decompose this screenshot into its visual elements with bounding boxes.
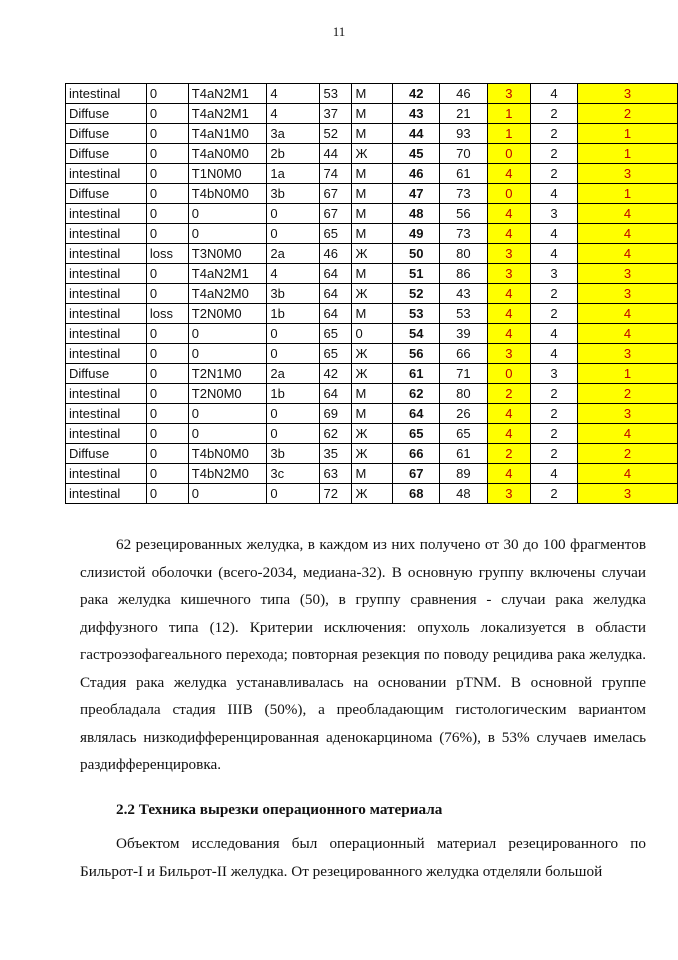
table-cell: loss [146, 244, 188, 264]
table-row [66, 484, 678, 504]
table-cell: 4 [530, 84, 577, 104]
patient-data-table [65, 83, 678, 504]
table-cell: T4bN2M0 [188, 464, 267, 484]
table-cell: 2 [530, 164, 577, 184]
table-cell: 89 [440, 464, 488, 484]
table-cell: T2N0M0 [188, 304, 267, 324]
table-cell: 2 [577, 104, 677, 124]
table-cell: 2 [577, 444, 677, 464]
table-cell: 67 [320, 184, 352, 204]
table-row [66, 324, 678, 344]
table-cell: 0 [146, 364, 188, 384]
table-cell: 0 [352, 324, 393, 344]
table-cell: 0 [188, 484, 267, 504]
table-row [66, 164, 678, 184]
table-cell: 3b [267, 284, 320, 304]
table-cell: T4aN2M1 [188, 264, 267, 284]
table-cell: 1a [267, 164, 320, 184]
table-cell: 2 [530, 404, 577, 424]
table-cell: 62 [393, 384, 440, 404]
table-cell: 1 [577, 124, 677, 144]
table-cell: Diffuse [66, 444, 147, 464]
table-cell: 0 [146, 184, 188, 204]
table-cell: 0 [188, 404, 267, 424]
table-cell: 93 [440, 124, 488, 144]
table-cell: 65 [320, 344, 352, 364]
table-row [66, 204, 678, 224]
table-row [66, 224, 678, 244]
table-cell: 63 [320, 464, 352, 484]
table-cell: 0 [267, 424, 320, 444]
table-cell: 80 [440, 244, 488, 264]
table-cell: 4 [487, 204, 530, 224]
table-cell: 0 [267, 484, 320, 504]
table-cell: 54 [393, 324, 440, 344]
table-cell: 61 [440, 164, 488, 184]
table-cell: intestinal [66, 404, 147, 424]
table-cell: intestinal [66, 424, 147, 444]
table-cell: 4 [577, 324, 677, 344]
table-cell: 0 [146, 404, 188, 424]
table-cell: 0 [146, 384, 188, 404]
table-cell: 1 [577, 364, 677, 384]
table-cell: Diffuse [66, 184, 147, 204]
table-cell: 65 [393, 424, 440, 444]
table-cell: 2a [267, 364, 320, 384]
table-cell: 61 [440, 444, 488, 464]
table-cell: 4 [530, 324, 577, 344]
table-cell: 80 [440, 384, 488, 404]
table-cell: intestinal [66, 384, 147, 404]
table-cell: 1b [267, 384, 320, 404]
paragraph-1 [80, 531, 646, 779]
table-cell: intestinal [66, 324, 147, 344]
table-cell: 4 [487, 464, 530, 484]
table-cell: 52 [320, 124, 352, 144]
table-cell: 47 [393, 184, 440, 204]
table-cell: 0 [487, 364, 530, 384]
table-cell: intestinal [66, 244, 147, 264]
table-cell: T3N0M0 [188, 244, 267, 264]
table-cell: 3b [267, 444, 320, 464]
table-cell: 53 [393, 304, 440, 324]
table-cell: 1 [577, 184, 677, 204]
table-cell: 3b [267, 184, 320, 204]
table-cell: Ж [352, 344, 393, 364]
table-cell: 2 [530, 104, 577, 124]
table-cell: М [352, 384, 393, 404]
table-cell: М [352, 404, 393, 424]
table-row [66, 244, 678, 264]
table-cell: 3 [530, 264, 577, 284]
table-cell: 46 [440, 84, 488, 104]
table-cell: 3 [577, 264, 677, 284]
table-cell: 43 [393, 104, 440, 124]
table-cell: 3 [487, 84, 530, 104]
table-cell: 3 [577, 484, 677, 504]
table-cell: 1b [267, 304, 320, 324]
table-cell: 0 [146, 224, 188, 244]
table-cell: М [352, 84, 393, 104]
table-cell: 49 [393, 224, 440, 244]
table-cell: 2 [530, 124, 577, 144]
table-cell: Ж [352, 244, 393, 264]
table-cell: 2 [530, 424, 577, 444]
table-cell: Ж [352, 444, 393, 464]
table-cell: 3 [487, 484, 530, 504]
table-cell: 2 [487, 384, 530, 404]
table-cell: 2 [530, 484, 577, 504]
table-cell: intestinal [66, 464, 147, 484]
table-cell: intestinal [66, 84, 147, 104]
table-cell: 44 [320, 144, 352, 164]
table-cell: 65 [320, 224, 352, 244]
table-cell: М [352, 304, 393, 324]
table-cell: T2N1M0 [188, 364, 267, 384]
table-cell: М [352, 204, 393, 224]
table-cell: 2 [487, 444, 530, 464]
table-cell: T4aN2M1 [188, 104, 267, 124]
table-cell: 4 [530, 344, 577, 364]
table-cell: intestinal [66, 284, 147, 304]
table-cell: 4 [577, 464, 677, 484]
table-body [66, 84, 678, 504]
table-cell: 4 [530, 184, 577, 204]
table-cell: 3 [487, 264, 530, 284]
table-cell: 42 [393, 84, 440, 104]
table-cell: 3 [530, 204, 577, 224]
table-cell: 4 [267, 104, 320, 124]
table-row [66, 404, 678, 424]
table-cell: 0 [146, 84, 188, 104]
table-cell: 4 [577, 304, 677, 324]
table-cell: 0 [146, 444, 188, 464]
table-cell: 2b [267, 144, 320, 164]
table-cell: 3 [530, 364, 577, 384]
table-cell: 4 [530, 464, 577, 484]
table-row [66, 284, 678, 304]
table-cell: Ж [352, 424, 393, 444]
table-row [66, 344, 678, 364]
table-cell: 0 [146, 424, 188, 444]
table-cell: T4bN0M0 [188, 184, 267, 204]
table-row [66, 384, 678, 404]
table-cell: Diffuse [66, 144, 147, 164]
table-cell: 0 [267, 324, 320, 344]
table-cell: 0 [267, 224, 320, 244]
table-cell: T4aN1M0 [188, 124, 267, 144]
table-cell: T2N0M0 [188, 384, 267, 404]
table-cell: 0 [146, 484, 188, 504]
table-cell: 66 [393, 444, 440, 464]
table-cell: 52 [393, 284, 440, 304]
table-cell: 4 [487, 224, 530, 244]
table-row [66, 124, 678, 144]
table-cell: Diffuse [66, 124, 147, 144]
table-cell: 39 [440, 324, 488, 344]
table-cell: 1 [487, 104, 530, 124]
table-cell: Diffuse [66, 364, 147, 384]
table-cell: 68 [393, 484, 440, 504]
table-cell: 0 [487, 144, 530, 164]
paragraph-2 [80, 830, 646, 885]
table-cell: М [352, 264, 393, 284]
page-number: 11 [332, 24, 346, 39]
table-cell: 4 [487, 164, 530, 184]
table-cell: 66 [440, 344, 488, 364]
table-cell: 35 [320, 444, 352, 464]
table-cell: М [352, 184, 393, 204]
table-cell: М [352, 104, 393, 124]
table-cell: intestinal [66, 484, 147, 504]
table-cell: 21 [440, 104, 488, 124]
table-cell: 3 [577, 404, 677, 424]
table-row [66, 444, 678, 464]
table-cell: 48 [393, 204, 440, 224]
table-cell: 64 [320, 304, 352, 324]
table-cell: 70 [440, 144, 488, 164]
table-cell: М [352, 224, 393, 244]
table-cell: 42 [320, 364, 352, 384]
table-cell: 3 [577, 344, 677, 364]
table-cell: 0 [146, 124, 188, 144]
table-cell: 73 [440, 224, 488, 244]
table-cell: 0 [146, 264, 188, 284]
table-cell: 67 [393, 464, 440, 484]
paragraph-1-text: 62 резецированных желудка, в каждом из них получено от 30 до 100 фрагментов слизистой оболочки (всего-2034, медиана-32). В основную группу включены случаи рака желудка кишечного типа (50), в группу сравнения - случаи рака желудка диффузного типа (12). Критерии исключения: опухоль локализуется в области гастроэзофагеального перехода; повторная резекция по поводу рецидива рака желудка. Стадия рака желудка устанавливалась на основании pTNM. В основной группе преобладала стадия IIIB (50%), а преобладающим гистологическим вариантом являлась низкодифференцированная аденокарцинома (76%), в 53% случаев имелась раздифференцировка. [80, 536, 646, 773]
table-cell: 64 [320, 384, 352, 404]
table-cell: 74 [320, 164, 352, 184]
table-cell: 0 [146, 344, 188, 364]
table-cell: 46 [393, 164, 440, 184]
table-cell: 0 [267, 204, 320, 224]
table-cell: 48 [440, 484, 488, 504]
table-cell: Ж [352, 484, 393, 504]
table-cell: 26 [440, 404, 488, 424]
table-row [66, 84, 678, 104]
table-cell: intestinal [66, 204, 147, 224]
table-cell: intestinal [66, 224, 147, 244]
table-cell: 0 [267, 344, 320, 364]
table-cell: 4 [487, 404, 530, 424]
table-cell: 2a [267, 244, 320, 264]
table-cell: 0 [188, 344, 267, 364]
table-cell: 0 [146, 464, 188, 484]
table-cell: 45 [393, 144, 440, 164]
table-row [66, 104, 678, 124]
table-cell: 0 [146, 104, 188, 124]
table-row [66, 424, 678, 444]
table-row [66, 304, 678, 324]
table-cell: 0 [188, 204, 267, 224]
table-cell: М [352, 164, 393, 184]
table-cell: T4aN2M0 [188, 284, 267, 304]
table-cell: 71 [440, 364, 488, 384]
table-cell: 4 [577, 204, 677, 224]
table-cell: 4 [487, 304, 530, 324]
table-cell: 56 [393, 344, 440, 364]
table-cell: 0 [146, 324, 188, 344]
table-cell: Ж [352, 144, 393, 164]
table-row [66, 144, 678, 164]
table-cell: intestinal [66, 264, 147, 284]
table-cell: 64 [320, 284, 352, 304]
table-cell: 3 [577, 164, 677, 184]
table-cell: 62 [320, 424, 352, 444]
table-cell: 43 [440, 284, 488, 304]
table-cell: М [352, 464, 393, 484]
table-cell: 65 [440, 424, 488, 444]
table-cell: 65 [320, 324, 352, 344]
table-cell: 0 [188, 224, 267, 244]
table-cell: Ж [352, 364, 393, 384]
table-cell: 2 [530, 384, 577, 404]
table-cell: 4 [487, 324, 530, 344]
table-cell: 56 [440, 204, 488, 224]
table-cell: 4 [530, 244, 577, 264]
table-cell: 67 [320, 204, 352, 224]
table-cell: 2 [530, 444, 577, 464]
table-cell: М [352, 124, 393, 144]
table-row [66, 364, 678, 384]
table-cell: 4 [530, 224, 577, 244]
table-cell: 0 [146, 284, 188, 304]
table-cell: 0 [487, 184, 530, 204]
table-cell: 53 [440, 304, 488, 324]
table-cell: 1 [577, 144, 677, 164]
table-cell: 4 [577, 424, 677, 444]
table-cell: 0 [267, 404, 320, 424]
table-cell: 4 [487, 424, 530, 444]
table-cell: T1N0M0 [188, 164, 267, 184]
table-cell: 73 [440, 184, 488, 204]
table-cell: 4 [577, 224, 677, 244]
table-cell: 2 [577, 384, 677, 404]
table-cell: T4aN2M1 [188, 84, 267, 104]
table-cell: 4 [487, 284, 530, 304]
table-row [66, 264, 678, 284]
table-cell: 64 [393, 404, 440, 424]
table-cell: 2 [530, 144, 577, 164]
table-cell: 37 [320, 104, 352, 124]
table-cell: 4 [577, 244, 677, 264]
table-cell: 0 [146, 144, 188, 164]
table-cell: 0 [146, 204, 188, 224]
table-cell: intestinal [66, 344, 147, 364]
table-cell: 3 [577, 284, 677, 304]
section-heading: 2.2 Техника вырезки операционного материала [116, 801, 443, 818]
table-cell: 4 [267, 264, 320, 284]
table-cell: 51 [393, 264, 440, 284]
table-row [66, 464, 678, 484]
table-cell: 50 [393, 244, 440, 264]
table-cell: 64 [320, 264, 352, 284]
table-cell: 3 [487, 244, 530, 264]
table-cell: 3 [487, 344, 530, 364]
table-cell: 44 [393, 124, 440, 144]
table-cell: 4 [267, 84, 320, 104]
table-cell: 61 [393, 364, 440, 384]
table-row [66, 184, 678, 204]
table-cell: 53 [320, 84, 352, 104]
table-cell: Diffuse [66, 104, 147, 124]
table-cell: T4aN0M0 [188, 144, 267, 164]
table-cell: 3 [577, 84, 677, 104]
paragraph-2-text: Объектом исследования был операционный материал резецированного по Бильрот-I и Бильрот-II желудка. От резецированного желудка отделяли большой [80, 835, 646, 880]
table-cell: 86 [440, 264, 488, 284]
table-cell: 69 [320, 404, 352, 424]
table-cell: intestinal [66, 164, 147, 184]
table-cell: 3c [267, 464, 320, 484]
table-cell: 0 [188, 324, 267, 344]
table-cell: 0 [146, 164, 188, 184]
table-cell: 46 [320, 244, 352, 264]
table-cell: 72 [320, 484, 352, 504]
table-cell: Ж [352, 284, 393, 304]
table-cell: intestinal [66, 304, 147, 324]
table-cell: T4bN0M0 [188, 444, 267, 464]
table-cell: 0 [188, 424, 267, 444]
table-cell: 2 [530, 304, 577, 324]
table-cell: loss [146, 304, 188, 324]
table-cell: 3a [267, 124, 320, 144]
table-cell: 2 [530, 284, 577, 304]
table-cell: 1 [487, 124, 530, 144]
